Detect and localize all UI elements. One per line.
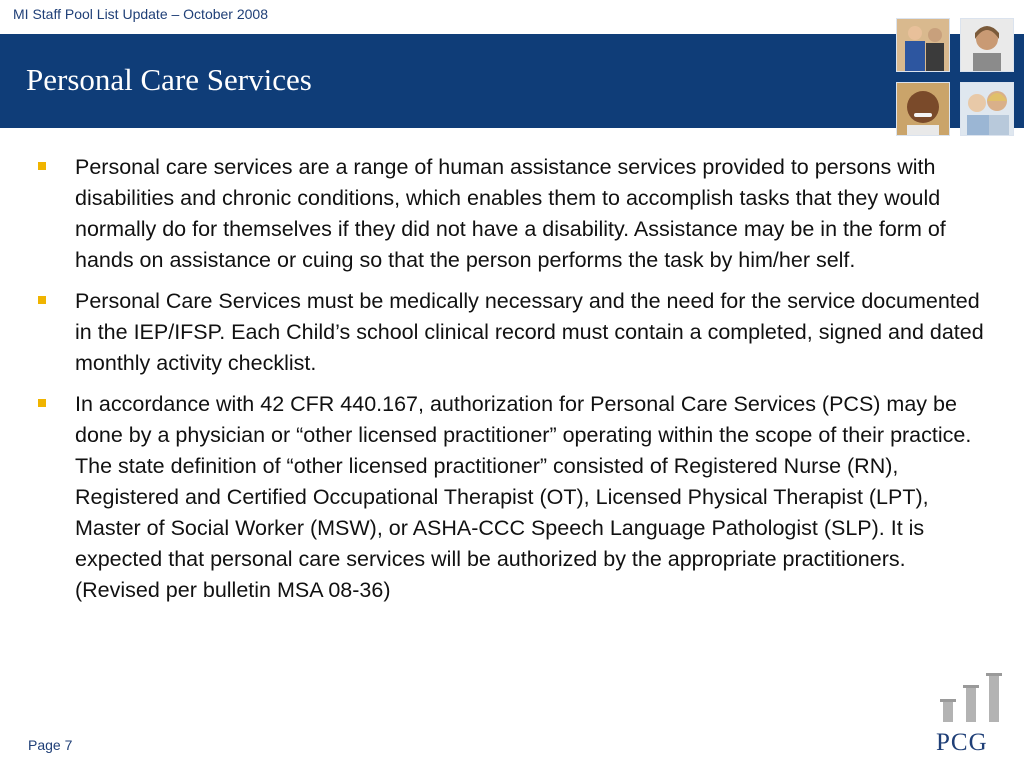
bullet-item: [38, 389, 986, 606]
bullet-text: In accordance with 42 CFR 440.167, authorization for Personal Care Services (PCS) may be done by a physician or “other licensed practitioner” operating within the scope of their practice. The state definition of “other licensed practitioner” consisted of Registered Nurse (RN), Registered and Certified Occupational Therapist (OT), Licensed Physical Therapist (LPT), Master of Social Worker (MSW), or ASHA-CCC Speech Language Pathologist (SLP). It is expected that personal care services will be authorized by the appropriate practitioners. (Revised per bulletin MSA 08-36): [75, 392, 972, 602]
bullet-square-icon: [38, 296, 46, 304]
bullet-item: [38, 152, 986, 276]
bullet-text: Personal Care Services must be medically necessary and the need for the service documented in the IEP/IFSP. Each Child’s school clinical record must contain a completed, signed and dated monthly activity checklist.: [75, 289, 984, 375]
photo-business-people: [896, 18, 950, 72]
pcg-logo-text: PCG: [936, 729, 988, 756]
photo-woman-smiling: [960, 18, 1014, 72]
bullet-list: [38, 152, 986, 616]
page-number: Page 7: [28, 737, 73, 753]
photo-man-smiling: [896, 82, 950, 136]
slide-caption: MI Staff Pool List Update – October 2008: [13, 6, 269, 22]
photo-caregiver: [960, 82, 1014, 136]
bullet-item: [38, 286, 986, 379]
slide-title: Personal Care Services: [26, 62, 312, 97]
bullet-text: Personal care services are a range of human assistance services provided to persons with disabilities and chronic conditions, which enables them to accomplish tasks that they would normally do for themselves if they did not have a disability. Assistance may be in the form of hands on assistance or cuing so that the person performs the task by him/her self.: [75, 155, 946, 272]
bullet-square-icon: [38, 162, 46, 170]
bullet-square-icon: [38, 399, 46, 407]
